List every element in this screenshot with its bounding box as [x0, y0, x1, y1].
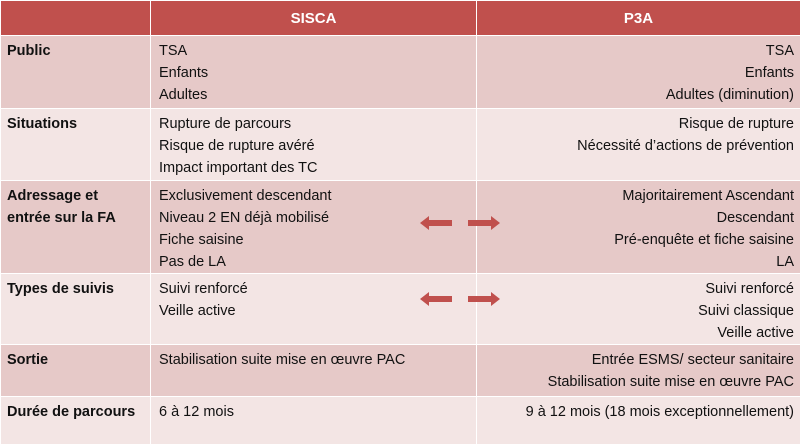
cell-line: Enfants — [483, 62, 794, 84]
sisca-cell — [151, 36, 477, 109]
cell-line: Enfants — [159, 62, 470, 84]
p3a-cell — [477, 274, 800, 345]
p3a-cell — [477, 181, 800, 274]
arrow-right-icon — [468, 292, 500, 306]
cell-line: Pré-enquête et fiche saisine — [483, 229, 794, 251]
cell-line: Risque de rupture avéré — [159, 135, 470, 157]
row-adressage — [1, 181, 800, 274]
row-label: Situations — [1, 109, 151, 181]
row-types-suivis — [1, 274, 800, 345]
p3a-cell — [477, 397, 800, 445]
row-label: Types de suivis — [1, 274, 151, 345]
arrow-left-icon — [420, 216, 452, 230]
arrow-pair-adressage — [420, 216, 500, 230]
cell-line: Pas de LA — [159, 251, 470, 273]
row-label: Sortie — [1, 345, 151, 397]
row-sortie — [1, 345, 800, 397]
cell-line: Rupture de parcours — [159, 113, 470, 135]
cell-line: TSA — [159, 40, 470, 62]
cell-line: Impact important des TC — [159, 157, 470, 179]
row-situations — [1, 109, 800, 181]
row-label: Public — [1, 36, 151, 109]
cell-line: Stabilisation suite mise en œuvre PAC — [159, 349, 470, 371]
sisca-cell — [151, 345, 477, 397]
row-label: Adressage et entrée sur la FA — [1, 181, 151, 274]
cell-line: TSA — [483, 40, 794, 62]
header-sisca: SISCA — [151, 1, 477, 36]
header-p3a: P3A — [477, 1, 800, 36]
cell-line: Suivi classique — [483, 300, 794, 322]
arrow-left-icon — [420, 292, 452, 306]
row-duree — [1, 397, 800, 445]
row-label: Durée de parcours — [1, 397, 151, 445]
cell-line: Adultes — [159, 84, 470, 106]
cell-line: Descendant — [483, 207, 794, 229]
arrow-right-icon — [468, 216, 500, 230]
p3a-cell — [477, 109, 800, 181]
cell-line: Suivi renforcé — [483, 278, 794, 300]
arrow-pair-types-suivis — [420, 292, 500, 306]
row-public — [1, 36, 800, 109]
cell-line: Entrée ESMS/ secteur sanitaire — [483, 349, 794, 371]
cell-line: Suivi renforcé — [159, 278, 470, 300]
cell-line: 6 à 12 mois — [159, 401, 470, 423]
sisca-cell — [151, 109, 477, 181]
cell-line: Veille active — [483, 322, 794, 344]
cell-line: Risque de rupture — [483, 113, 794, 135]
header-row — [1, 1, 800, 36]
header-blank — [1, 1, 151, 36]
cell-line: Adultes (diminution) — [483, 84, 794, 106]
cell-line: Fiche saisine — [159, 229, 470, 251]
cell-line: Niveau 2 EN déjà mobilisé — [159, 207, 470, 229]
cell-line: Exclusivement descendant — [159, 185, 470, 207]
p3a-cell — [477, 36, 800, 109]
cell-line: Majoritairement Ascendant — [483, 185, 794, 207]
cell-line: Veille active — [159, 300, 470, 322]
cell-line: 9 à 12 mois (18 mois exceptionnellement) — [483, 401, 794, 423]
sisca-cell — [151, 397, 477, 445]
p3a-cell — [477, 345, 800, 397]
cell-line: Stabilisation suite mise en œuvre PAC — [483, 371, 794, 393]
cell-line: LA — [483, 251, 794, 273]
cell-line: Nécessité d’actions de prévention — [483, 135, 794, 157]
sisca-cell — [151, 274, 477, 345]
